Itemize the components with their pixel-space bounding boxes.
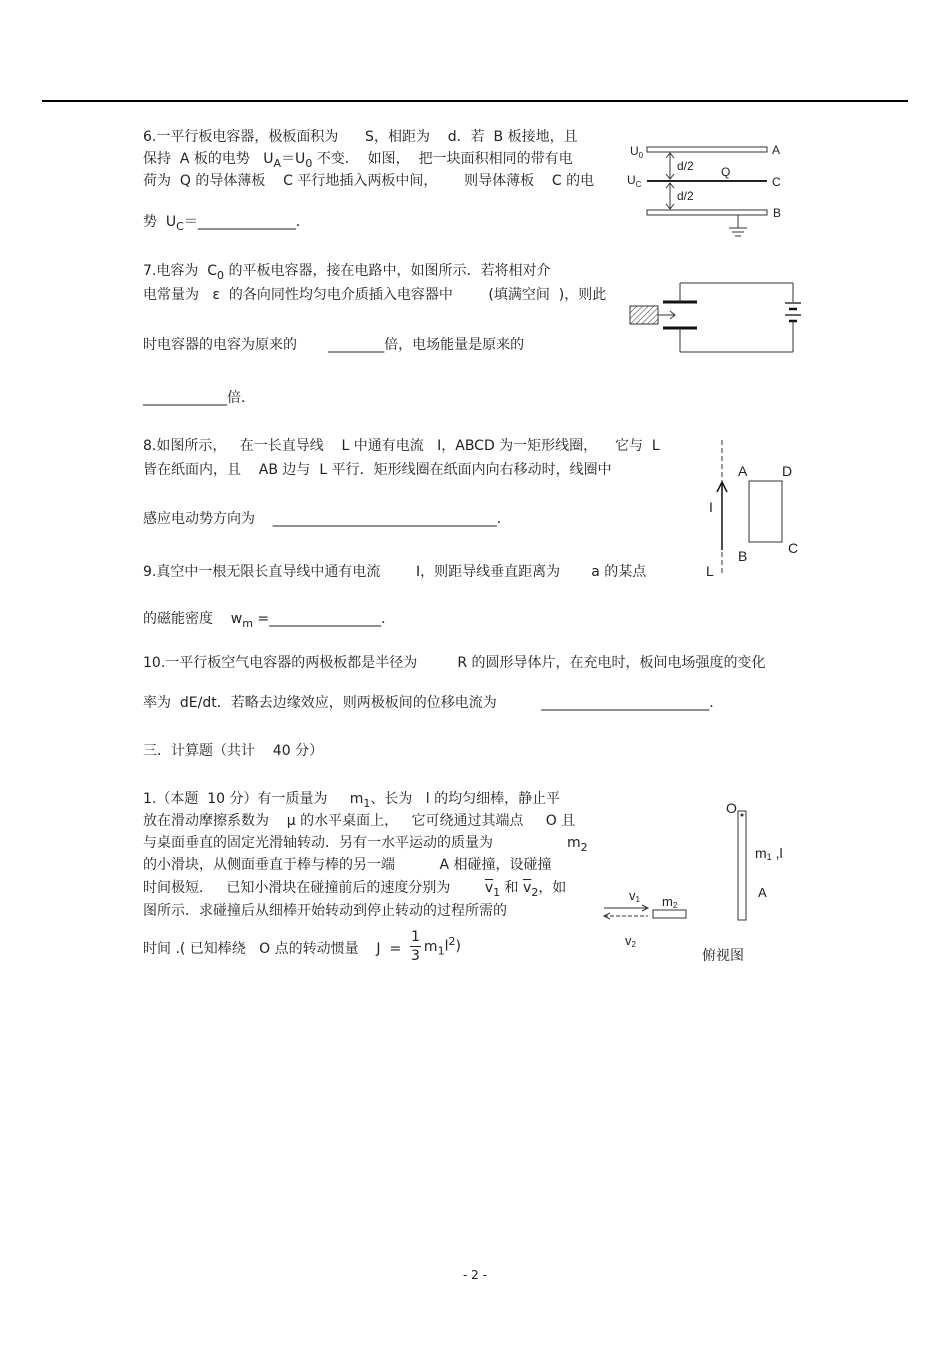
label-i: I — [709, 499, 713, 515]
svg-text:U0: $U_0$ — [630, 144, 644, 160]
label-a: A — [758, 885, 767, 900]
q6-line2: 保持 A 板的电势 $U_A=U_0$ 不变． 如图， 把一块面积相同的带有电 — [143, 151, 573, 170]
q7-line2: 电常量为 ε 的各向同性均匀电介质插入电容器中 (填满空间 )，则此 — [143, 287, 607, 303]
page-number: - 2 - — [463, 1268, 487, 1282]
label-b: B — [738, 548, 748, 564]
section-3-title: 三．计算题（共计 40 分） — [143, 743, 324, 759]
q6-line1: 6.一平行板电容器，极板面积为 S，相距为 d．若 B 板接地，且 — [143, 129, 578, 145]
q6-line4: 势 $U_C=\_\_\_\_\_\_\_\_\_\_\_\_\_\_$． — [143, 214, 310, 233]
calc1-line3: 与桌面垂直的固定光滑轴转动．另有一水平运动的质量为 — [143, 835, 493, 851]
label-o: O — [726, 800, 737, 816]
calc1-line4: 的小滑块，从侧面垂直于棒与棒的另一端 A 相碰撞，设碰撞 — [143, 857, 552, 873]
q6-capacitor-figure — [620, 140, 790, 245]
label-a: A — [738, 463, 748, 479]
q6-line3: 荷为 Q 的导体薄板 C 平行地插入两板中间， 则导体薄板 C 的电 — [143, 173, 595, 189]
label-l: L — [706, 563, 714, 579]
q8-line2: 皆在纸面内，且 AB 边与 L 平行．矩形线圈在纸面内向右移动时，线圈中 — [143, 462, 612, 478]
q7-line1: 7.电容为 $C_0$ 的平板电容器，接在电路中，如图所示．若将相对介 — [143, 263, 551, 282]
q8-line3: 感应电动势方向为 ________________________________． — [143, 511, 511, 527]
q7-line3: 时电容器的电容为原来的 ________倍，电场能量是原来的 — [143, 337, 525, 353]
label-m2: m2 — [662, 894, 678, 910]
calc1-m2: $m_2$ — [567, 835, 588, 854]
calc1-line5: 时间极短． 已知小滑块在碰撞前后的速度分别为 $\overline{v}_1$ 和 $\overline{v}_2$，如 — [143, 880, 567, 899]
label-b: B — [773, 206, 782, 220]
svg-text:UC: $U_C$ — [627, 173, 642, 189]
calc1-rod-figure — [600, 795, 800, 970]
calc1-line6: 图所示．求碰撞后从细棒开始转动到停止转动的过程所需的 — [143, 903, 507, 919]
q7-line4: ____________倍． — [143, 390, 255, 406]
q8-wire-loop-figure — [700, 440, 810, 580]
calc1-line7: 时间 .( 已知棒绕 O 点的转动惯量 J = — [143, 941, 402, 957]
label-c: C — [772, 175, 781, 189]
label-d-half-top: d/2 — [677, 159, 694, 173]
q8-line1: 8.如图所示， 在一长直导线 L 中通有电流 I，ABCD 为一矩形线圈， 它与 L — [143, 438, 660, 454]
fraction-denominator: 3 — [411, 948, 420, 964]
header-rule — [42, 100, 908, 102]
fraction-numerator: 1 — [411, 929, 420, 945]
q7-circuit-figure — [625, 278, 815, 358]
q10-line1: 10.一平行板空气电容器的两极板都是半径为 R 的圆形导体片，在充电时，板间电场强度的变化 — [143, 655, 766, 671]
label-rod: m1 ,l — [755, 845, 783, 862]
label-q: Q — [721, 165, 731, 179]
figure-caption-top-view: 俯视图 — [702, 948, 744, 964]
q9-line1: 9.真空中一根无限长直导线中通有电流 I，则距导线垂直距离为 a 的某点 — [143, 564, 647, 580]
label-a: A — [772, 143, 781, 157]
q10-line2: 率为 dE/dt．若略去边缘效应，则两极板间的位移电流为 ________________________． — [143, 695, 724, 711]
q9-line2: 的磁能密度 $w_m$ =________________． — [143, 611, 396, 630]
label-v1: v1 — [629, 888, 640, 904]
moment-of-inertia-formula: $\frac{1}{3}$ $m_1l^2$) — [411, 929, 461, 964]
calc1-line1: 1.（本题 10 分）有一质量为 $m_1$、长为 l 的均匀细棒，静止平 — [143, 791, 561, 810]
calc1-line2: 放在滑动摩擦系数为 μ 的水平桌面上， 它可绕通过其端点 O 且 — [143, 813, 576, 829]
label-c: C — [788, 540, 799, 556]
label-v2: v2 — [625, 933, 636, 949]
label-d-half-bottom: d/2 — [677, 189, 694, 203]
label-d: D — [782, 463, 793, 479]
